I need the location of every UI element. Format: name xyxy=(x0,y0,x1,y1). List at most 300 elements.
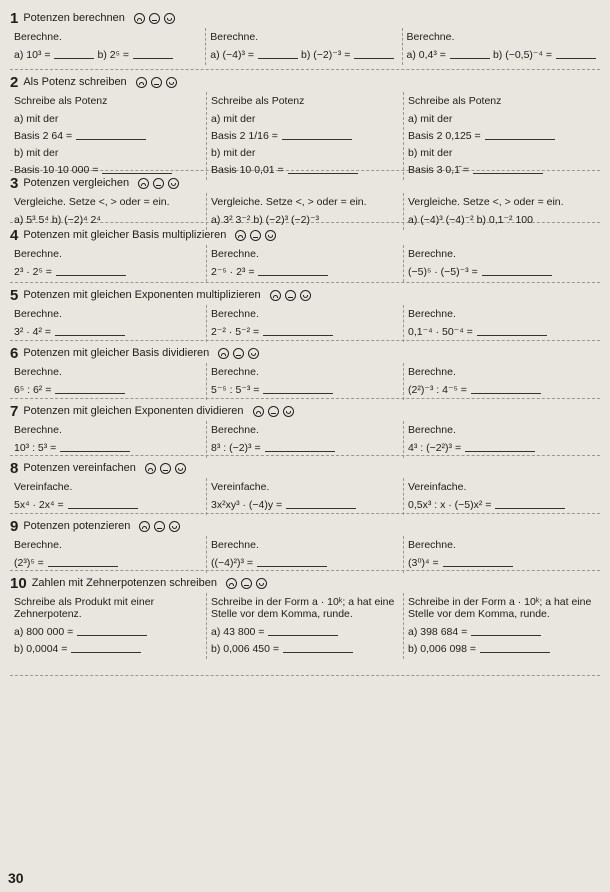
task-line xyxy=(408,129,596,143)
self-assessment-faces xyxy=(270,290,311,301)
section-header xyxy=(10,285,600,305)
task-text: Basis 2 0,125 = xyxy=(408,130,481,142)
exercise-column xyxy=(10,92,206,180)
exercise-columns xyxy=(10,478,600,515)
answer-blank[interactable] xyxy=(56,265,126,276)
task-text: 3² · 4² = xyxy=(14,326,52,338)
exercise-column xyxy=(206,305,403,342)
exercise-column xyxy=(205,28,401,65)
task-text: b) 0,1⁻² 100 xyxy=(476,214,533,226)
happy-face-icon[interactable] xyxy=(164,13,175,24)
answer-blank[interactable] xyxy=(263,383,333,394)
instruction-text: Vergleiche. Setze <, > oder = ein. xyxy=(211,196,367,208)
task-item xyxy=(14,112,58,126)
neutral-face-icon[interactable] xyxy=(268,406,279,417)
task-line xyxy=(211,498,399,512)
exercise-column xyxy=(206,421,403,458)
task-line xyxy=(211,325,399,339)
answer-blank[interactable] xyxy=(133,48,173,59)
task-text: b) (−2)⁻³ = xyxy=(301,49,351,61)
task-text: Basis 2 64 = xyxy=(14,130,73,142)
exercise-columns xyxy=(10,536,600,573)
answer-blank[interactable] xyxy=(55,383,125,394)
answer-blank[interactable] xyxy=(282,129,352,140)
neutral-face-icon[interactable] xyxy=(241,578,252,589)
exercise-column xyxy=(403,536,600,573)
task-text: 2⁻⁵ · 2³ = xyxy=(211,266,255,278)
instruction-text: Berechne. xyxy=(211,308,259,320)
task-text: b) 0,006 098 = xyxy=(408,643,477,655)
answer-blank[interactable] xyxy=(443,556,513,567)
happy-face-icon[interactable] xyxy=(283,406,294,417)
section-number: 7 xyxy=(10,402,19,420)
answer-blank[interactable] xyxy=(71,642,141,653)
task-item xyxy=(493,48,596,62)
section-number: 3 xyxy=(10,174,19,192)
answer-blank[interactable] xyxy=(258,265,328,276)
task-line xyxy=(408,213,596,227)
sad-face-icon[interactable] xyxy=(253,406,264,417)
task-text: ((−4)²)³ = xyxy=(211,557,253,569)
exercise-column xyxy=(403,478,600,515)
task-text: b) 0,0004 = xyxy=(14,643,68,655)
section-number: 6 xyxy=(10,344,19,362)
neutral-face-icon[interactable] xyxy=(151,77,162,88)
task-text: a) 3² 3⁻² xyxy=(211,214,251,226)
task-line xyxy=(408,625,596,639)
exercise-column xyxy=(402,28,600,65)
happy-face-icon[interactable] xyxy=(248,348,259,359)
section-number: 2 xyxy=(10,73,19,91)
task-text: a) mit der xyxy=(408,113,453,125)
neutral-face-icon[interactable] xyxy=(149,13,160,24)
task-line xyxy=(211,213,399,227)
task-line xyxy=(211,642,399,656)
neutral-face-icon[interactable] xyxy=(153,178,164,189)
task-line xyxy=(211,129,399,143)
answer-blank[interactable] xyxy=(60,441,130,452)
exercise-columns xyxy=(10,421,600,458)
exercise-column xyxy=(10,193,206,230)
answer-blank[interactable] xyxy=(354,48,394,59)
answer-blank[interactable] xyxy=(257,556,327,567)
sad-face-icon[interactable] xyxy=(270,290,281,301)
instruction-text: Berechne. xyxy=(211,248,259,260)
neutral-face-icon[interactable] xyxy=(250,230,261,241)
sad-face-icon[interactable] xyxy=(145,463,156,474)
sad-face-icon[interactable] xyxy=(136,77,147,88)
task-text: Basis 10 0,01 = xyxy=(211,164,284,176)
task-line xyxy=(211,163,399,177)
task-item xyxy=(301,48,394,62)
task-item xyxy=(14,163,172,177)
instruction-text: Berechne. xyxy=(408,424,456,436)
exercise-column xyxy=(10,363,206,400)
exercise-columns xyxy=(10,363,600,400)
task-text: (2²)⁻³ : 4⁻⁵ = xyxy=(408,384,467,396)
instruction-text: Vereinfache. xyxy=(211,481,270,493)
task-line xyxy=(14,642,202,656)
answer-blank[interactable] xyxy=(55,325,125,336)
task-line xyxy=(14,625,202,639)
answer-blank[interactable] xyxy=(68,498,138,509)
task-line xyxy=(14,129,202,143)
happy-face-icon[interactable] xyxy=(265,230,276,241)
task-line xyxy=(211,146,399,160)
task-text: 2⁻² · 5⁻² = xyxy=(211,326,260,338)
instruction-text: Berechne. xyxy=(408,248,456,260)
sad-face-icon[interactable] xyxy=(218,348,229,359)
task-item xyxy=(14,625,147,639)
task-text: 10³ : 5³ = xyxy=(14,442,57,454)
instruction-text: Berechne. xyxy=(14,31,62,43)
task-text: a) mit der xyxy=(14,113,59,125)
happy-face-icon[interactable] xyxy=(168,178,179,189)
task-line xyxy=(14,325,202,339)
exercise-column xyxy=(206,536,403,573)
task-item xyxy=(407,48,490,62)
exercise-section xyxy=(10,571,600,676)
section-title: Potenzen vereinfachen xyxy=(23,462,136,474)
task-line xyxy=(210,48,397,62)
instruction-text: Vereinfache. xyxy=(14,481,73,493)
exercise-column xyxy=(403,245,600,282)
task-line xyxy=(407,48,596,62)
task-item xyxy=(408,112,452,126)
task-item xyxy=(14,265,126,279)
task-item xyxy=(14,441,130,455)
exercise-column xyxy=(10,593,206,659)
section-number: 1 xyxy=(10,9,19,27)
answer-blank[interactable] xyxy=(283,642,353,653)
exercise-column xyxy=(10,478,206,515)
section-title: Potenzen potenzieren xyxy=(23,520,131,532)
section-header xyxy=(10,343,600,363)
sad-face-icon[interactable] xyxy=(138,178,149,189)
answer-blank[interactable] xyxy=(268,625,338,636)
task-item xyxy=(97,48,173,62)
instruction-text: Berechne. xyxy=(14,248,62,260)
happy-face-icon[interactable] xyxy=(300,290,311,301)
task-item xyxy=(211,383,333,397)
instruction-text: Berechne. xyxy=(210,31,259,43)
task-text: a) mit der xyxy=(211,113,256,125)
answer-blank[interactable] xyxy=(465,441,535,452)
exercise-column xyxy=(10,305,206,342)
answer-blank[interactable] xyxy=(473,163,543,174)
exercise-column xyxy=(10,28,205,65)
instruction-text: Berechne. xyxy=(406,31,455,43)
instruction-text: Vergleiche. Setze <, > oder = ein. xyxy=(408,196,564,208)
task-item xyxy=(408,213,474,227)
section-number: 10 xyxy=(10,574,27,592)
task-item xyxy=(408,163,543,177)
section-header xyxy=(10,72,600,92)
task-text: 0,1⁻⁴ · 50⁻⁴ = xyxy=(408,326,473,338)
task-line xyxy=(408,265,596,279)
task-line xyxy=(14,146,202,160)
task-item xyxy=(52,213,101,227)
answer-blank[interactable] xyxy=(471,383,541,394)
sad-face-icon[interactable] xyxy=(134,13,145,24)
exercise-section xyxy=(10,341,600,399)
task-text: b) (−2)⁴ 2⁴ xyxy=(51,214,101,226)
task-item xyxy=(211,213,250,227)
instruction-text: Schreibe als Potenz xyxy=(408,95,502,107)
task-line xyxy=(408,498,596,512)
self-assessment-faces xyxy=(253,406,294,417)
task-line xyxy=(211,112,399,126)
task-text: 2³ · 2⁵ = xyxy=(14,266,52,278)
task-text: a) 398 684 = xyxy=(408,626,468,638)
answer-blank[interactable] xyxy=(54,48,94,59)
exercise-section xyxy=(10,283,600,341)
task-item xyxy=(211,325,333,339)
task-text: a) 5³ 5⁴ xyxy=(14,214,49,226)
task-item xyxy=(211,556,327,570)
instruction-text: Berechne. xyxy=(408,308,456,320)
self-assessment-faces xyxy=(235,230,276,241)
task-text: Basis 10 10 000 = xyxy=(14,164,99,176)
answer-blank[interactable] xyxy=(48,556,118,567)
exercise-section xyxy=(10,514,600,571)
instruction-text: Berechne. xyxy=(211,424,259,436)
task-text: b) 2⁵ = xyxy=(97,49,129,61)
task-item xyxy=(14,146,58,160)
exercise-column xyxy=(403,363,600,400)
task-text: a) (−4)³ = xyxy=(210,49,255,61)
exercise-columns xyxy=(10,193,600,230)
answer-blank[interactable] xyxy=(102,163,172,174)
exercise-column xyxy=(206,478,403,515)
exercise-list xyxy=(10,6,600,676)
task-item xyxy=(408,146,452,160)
task-item xyxy=(211,642,353,656)
task-line xyxy=(211,556,399,570)
task-item xyxy=(408,441,535,455)
task-line xyxy=(14,213,202,227)
exercise-column xyxy=(10,536,206,573)
task-item xyxy=(211,112,255,126)
task-line xyxy=(14,265,202,279)
exercise-section xyxy=(10,223,600,283)
instruction-text: Schreibe als Potenz xyxy=(211,95,305,107)
task-line xyxy=(14,556,202,570)
self-assessment-faces xyxy=(218,348,259,359)
neutral-face-icon[interactable] xyxy=(285,290,296,301)
task-item xyxy=(211,441,335,455)
exercise-column xyxy=(10,245,206,282)
task-item xyxy=(14,556,118,570)
exercise-column xyxy=(206,92,403,180)
task-line xyxy=(211,265,399,279)
task-line xyxy=(408,383,596,397)
task-item xyxy=(211,163,358,177)
task-item xyxy=(211,146,255,160)
exercise-column xyxy=(403,92,600,180)
answer-blank[interactable] xyxy=(485,129,555,140)
exercise-columns xyxy=(10,92,600,180)
task-line xyxy=(408,163,596,177)
answer-blank[interactable] xyxy=(263,325,333,336)
happy-face-icon[interactable] xyxy=(175,463,186,474)
section-header xyxy=(10,401,600,421)
task-line xyxy=(408,146,596,160)
exercise-column xyxy=(403,593,600,659)
task-line xyxy=(408,556,596,570)
task-item xyxy=(408,265,552,279)
exercise-column xyxy=(10,421,206,458)
exercise-columns xyxy=(10,28,600,65)
exercise-columns xyxy=(10,245,600,282)
sad-face-icon[interactable] xyxy=(235,230,246,241)
instruction-text: Schreibe in der Form a · 10ᵏ; a hat eine Stelle vor dem Komma, runde. xyxy=(211,596,395,620)
task-item xyxy=(408,642,550,656)
answer-blank[interactable] xyxy=(482,265,552,276)
task-text: a) 10³ = xyxy=(14,49,51,61)
happy-face-icon[interactable] xyxy=(256,578,267,589)
task-line xyxy=(408,441,596,455)
task-item xyxy=(211,265,328,279)
task-text: (−5)⁵ · (−5)⁻³ = xyxy=(408,266,478,278)
self-assessment-faces xyxy=(139,521,180,532)
task-item xyxy=(211,129,352,143)
answer-blank[interactable] xyxy=(556,48,596,59)
section-header xyxy=(10,8,600,28)
task-text: Basis 2 1/16 = xyxy=(211,130,278,142)
self-assessment-faces xyxy=(134,13,175,24)
task-item xyxy=(14,325,125,339)
section-number: 4 xyxy=(10,226,19,244)
task-text: 0,5x³ : x · (−5)x² = xyxy=(408,499,492,511)
task-line xyxy=(408,325,596,339)
answer-blank[interactable] xyxy=(450,48,490,59)
task-line xyxy=(408,112,596,126)
section-header xyxy=(10,573,600,593)
task-line xyxy=(211,441,399,455)
answer-blank[interactable] xyxy=(480,642,550,653)
task-item xyxy=(14,129,146,143)
task-item xyxy=(211,498,356,512)
self-assessment-faces xyxy=(145,463,186,474)
instruction-text: Schreibe als Potenz xyxy=(14,95,108,107)
task-item xyxy=(408,498,565,512)
task-item xyxy=(14,48,94,62)
task-item xyxy=(210,48,298,62)
sad-face-icon[interactable] xyxy=(226,578,237,589)
self-assessment-faces xyxy=(138,178,179,189)
section-number: 5 xyxy=(10,286,19,304)
exercise-column xyxy=(206,593,403,659)
task-item xyxy=(408,325,547,339)
task-text: a) (−4)³ (−4)⁻² xyxy=(408,214,474,226)
section-title: Potenzen mit gleicher Basis dividieren xyxy=(23,347,210,359)
section-header xyxy=(10,458,600,478)
exercise-column xyxy=(206,193,403,230)
task-text: b) mit der xyxy=(408,147,453,159)
instruction-text: Berechne. xyxy=(408,539,456,551)
section-title: Zahlen mit Zehnerpotenzen schreiben xyxy=(31,577,217,589)
exercise-column xyxy=(206,245,403,282)
task-text: b) (−2)³ (−2)⁻³ xyxy=(253,214,320,226)
answer-blank[interactable] xyxy=(76,129,146,140)
task-line xyxy=(408,642,596,656)
task-line xyxy=(14,112,202,126)
answer-blank[interactable] xyxy=(77,625,147,636)
answer-blank[interactable] xyxy=(286,498,356,509)
task-line xyxy=(14,383,202,397)
instruction-text: Berechne. xyxy=(14,424,62,436)
task-text: a) 43 800 = xyxy=(211,626,265,638)
answer-blank[interactable] xyxy=(265,441,335,452)
task-text: (2³)⁵ = xyxy=(14,557,44,569)
task-text: b) mit der xyxy=(211,147,256,159)
section-title: Potenzen mit gleichen Exponenten multiplizieren xyxy=(23,289,261,301)
task-text: a) 0,4³ = xyxy=(406,49,446,61)
sad-face-icon[interactable] xyxy=(139,521,150,532)
task-text: b) (−0,5)⁻⁴ = xyxy=(492,49,553,61)
answer-blank[interactable] xyxy=(471,625,541,636)
neutral-face-icon[interactable] xyxy=(233,348,244,359)
task-text: 6⁵ : 6² = xyxy=(14,384,52,396)
task-item xyxy=(408,383,541,397)
answer-blank[interactable] xyxy=(288,163,358,174)
instruction-text: Berechne. xyxy=(14,539,62,551)
answer-blank[interactable] xyxy=(477,325,547,336)
instruction-text: Berechne. xyxy=(14,366,62,378)
answer-blank[interactable] xyxy=(258,48,298,59)
task-line xyxy=(211,625,399,639)
neutral-face-icon[interactable] xyxy=(154,521,165,532)
section-title: Potenzen vergleichen xyxy=(23,177,130,189)
task-text: 3x²xy³ · (−4)y = xyxy=(211,499,283,511)
exercise-column xyxy=(403,305,600,342)
task-line xyxy=(14,163,202,177)
answer-blank[interactable] xyxy=(495,498,565,509)
section-title: Als Potenz schreiben xyxy=(23,76,127,88)
section-number: 9 xyxy=(10,517,19,535)
task-text: b) 0,006 450 = xyxy=(211,643,280,655)
task-item xyxy=(14,498,138,512)
task-text: Basis 3 0,1̄ = xyxy=(408,164,469,176)
task-line xyxy=(14,48,201,62)
task-item xyxy=(14,383,125,397)
task-text: 8³ : (−2)³ = xyxy=(211,442,261,454)
task-text: 5⁻⁵ : 5⁻³ = xyxy=(211,384,260,396)
task-line xyxy=(14,498,202,512)
task-item xyxy=(408,625,541,639)
section-header xyxy=(10,516,600,536)
self-assessment-faces xyxy=(226,578,267,589)
section-title: Potenzen mit gleichen Exponenten dividieren xyxy=(23,405,244,417)
instruction-text: Berechne. xyxy=(408,366,456,378)
task-text: 4³ : (−2²)³ = xyxy=(408,442,462,454)
task-text: 5x⁴ · 2x⁴ = xyxy=(14,499,64,511)
task-text: (3⁰)⁴ = xyxy=(408,557,439,569)
happy-face-icon[interactable] xyxy=(169,521,180,532)
task-item xyxy=(253,213,319,227)
exercise-columns xyxy=(10,305,600,342)
instruction-text: Schreibe in der Form a · 10ᵏ; a hat eine Stelle vor dem Komma, runde. xyxy=(408,596,592,620)
neutral-face-icon[interactable] xyxy=(160,463,171,474)
section-title: Potenzen berechnen xyxy=(23,12,125,24)
exercise-section xyxy=(10,70,600,176)
instruction-text: Berechne. xyxy=(211,366,259,378)
self-assessment-faces xyxy=(136,77,177,88)
happy-face-icon[interactable] xyxy=(166,77,177,88)
instruction-text: Berechne. xyxy=(14,308,62,320)
instruction-text: Vergleiche. Setze <, > oder = ein. xyxy=(14,196,170,208)
